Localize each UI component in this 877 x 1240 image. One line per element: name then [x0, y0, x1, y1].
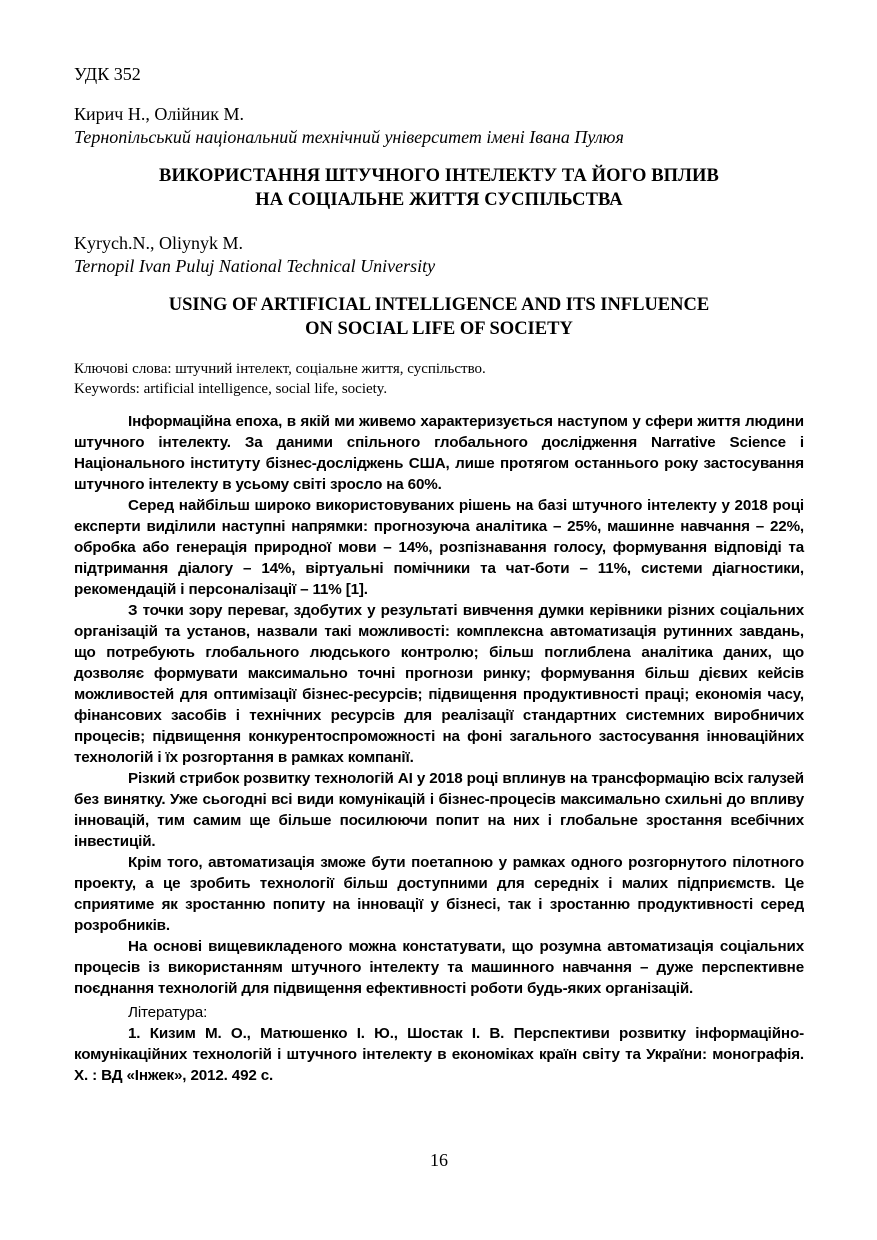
paragraph: Різкий стрибок розвитку технологій AI у 2018 році вплинув на трансформацію всіх галузей без винятку. Уже сьогодні всі види комунікацій і бізнес-процесів максимально схильні до впливу інновацій, тим самим ще більше посилюючи попит на них і глобальне зростання всебічних інвестицій.	[74, 770, 804, 850]
authors-block-ua	[74, 103, 624, 149]
references-heading: Література:	[128, 1004, 208, 1021]
udk-code: УДК 352	[74, 64, 141, 84]
paragraph: Серед найбільш широко використовуваних рішень на базі штучного інтелекту у 2018 році експерти виділили наступні напрямки: прогнозуюча аналітика – 25%, машинне навчання – 22%, обробка або генерація природної мови – 14%, розпізнавання голосу, формування відповіді та підтримання діалогу – 14%, віртуальні помічники та чат-боти – 11%, системи діагностики, рекомендацій і персоналізації – 11% [1].	[74, 497, 804, 598]
title-ua	[74, 164, 804, 212]
body-text	[74, 411, 804, 999]
document-page	[74, 0, 804, 1240]
title-en-line-2: ON SOCIAL LIFE OF SOCIETY	[305, 319, 573, 339]
authors-en: Kyrych.N., Oliynyk M.	[74, 233, 243, 253]
page-number: 16	[430, 1150, 448, 1170]
authors-block-en	[74, 232, 435, 278]
paragraph: З точки зору переваг, здобутих у результаті вивчення думки керівники різних соціальних організацій та установ, назвали такі можливості: комплексна автоматизація рутинних завдань, що потребують глобального людського контролю; більш поглиблена аналітика даних, що дозволяє формувати максимально точні прогнози ринку; формування більш дієвих кейсів можливостей для оптимізації бізнес-ресурсів; підвищення продуктивності праці; економія часу, фінансових засобів і технічних ресурсів для реалізації стандартних системних виробничих процесів; підвищення конкурентоспроможності на фоні загального застосування інноваційних технологій і їх розгортання в рамках компанії.	[74, 602, 804, 766]
affiliation-en: Ternopil Ivan Puluj National Technical University	[74, 256, 436, 276]
paragraph: На основі вищевикладеного можна констатувати, що розумна автоматизація соціальних процесів із використанням штучного інтелекту та машинного навчання – дуже перспективне поєднання технологій для підвищення ефективності роботи будь-яких організацій.	[74, 938, 804, 997]
keywords-block	[74, 359, 486, 399]
authors-ua: Кирич Н., Олійник М.	[74, 104, 244, 124]
paragraph: Інформаційна епоха, в якій ми живемо характеризується наступом у сфери життя людини штучного інтелекту. За даними спільного глобального дослідження Narrative Science і Національного інституту бізнес-досліджень США, лише протягом останнього року застосування штучного інтелекту в усьому світі зросло на 60%.	[74, 413, 804, 493]
paragraph: Крім того, автоматизація зможе бути поетапною у рамках одного розгорнутого пілотного проекту, а це зробить технології більш доступними для середніх і малих підприємств. Це сприятиме як зростанню попиту на інновації у бізнесі, так і зростанню продуктивності серед розробників.	[74, 854, 804, 934]
title-en	[74, 293, 804, 341]
reference-item: 1. Кизим М. О., Матюшенко І. Ю., Шостак І. В. Перспективи розвитку інформаційно-комунікаційних технологій і штучного інтелекту в економіках країн світу та України: монографія. Х. : ВД «Інжек», 2012. 492 с.	[74, 1025, 804, 1084]
title-ua-line-2: НА СОЦІАЛЬНЕ ЖИТТЯ СУСПІЛЬСТВА	[255, 190, 623, 210]
keywords-en: Keywords: artificial intelligence, social life, society.	[74, 381, 388, 397]
keywords-ua: Ключові слова: штучний інтелект, соціальне життя, суспільство.	[74, 361, 486, 377]
references-section	[74, 1002, 804, 1086]
affiliation-ua: Тернопільський національний технічний університет імені Івана Пулюя	[74, 127, 624, 147]
title-ua-line-1: ВИКОРИСТАННЯ ШТУЧНОГО ІНТЕЛЕКТУ ТА ЙОГО ВПЛИВ	[159, 166, 719, 186]
title-en-line-1: USING OF ARTIFICIAL INTELLIGENCE AND ITS INFLUENCE	[168, 295, 710, 315]
